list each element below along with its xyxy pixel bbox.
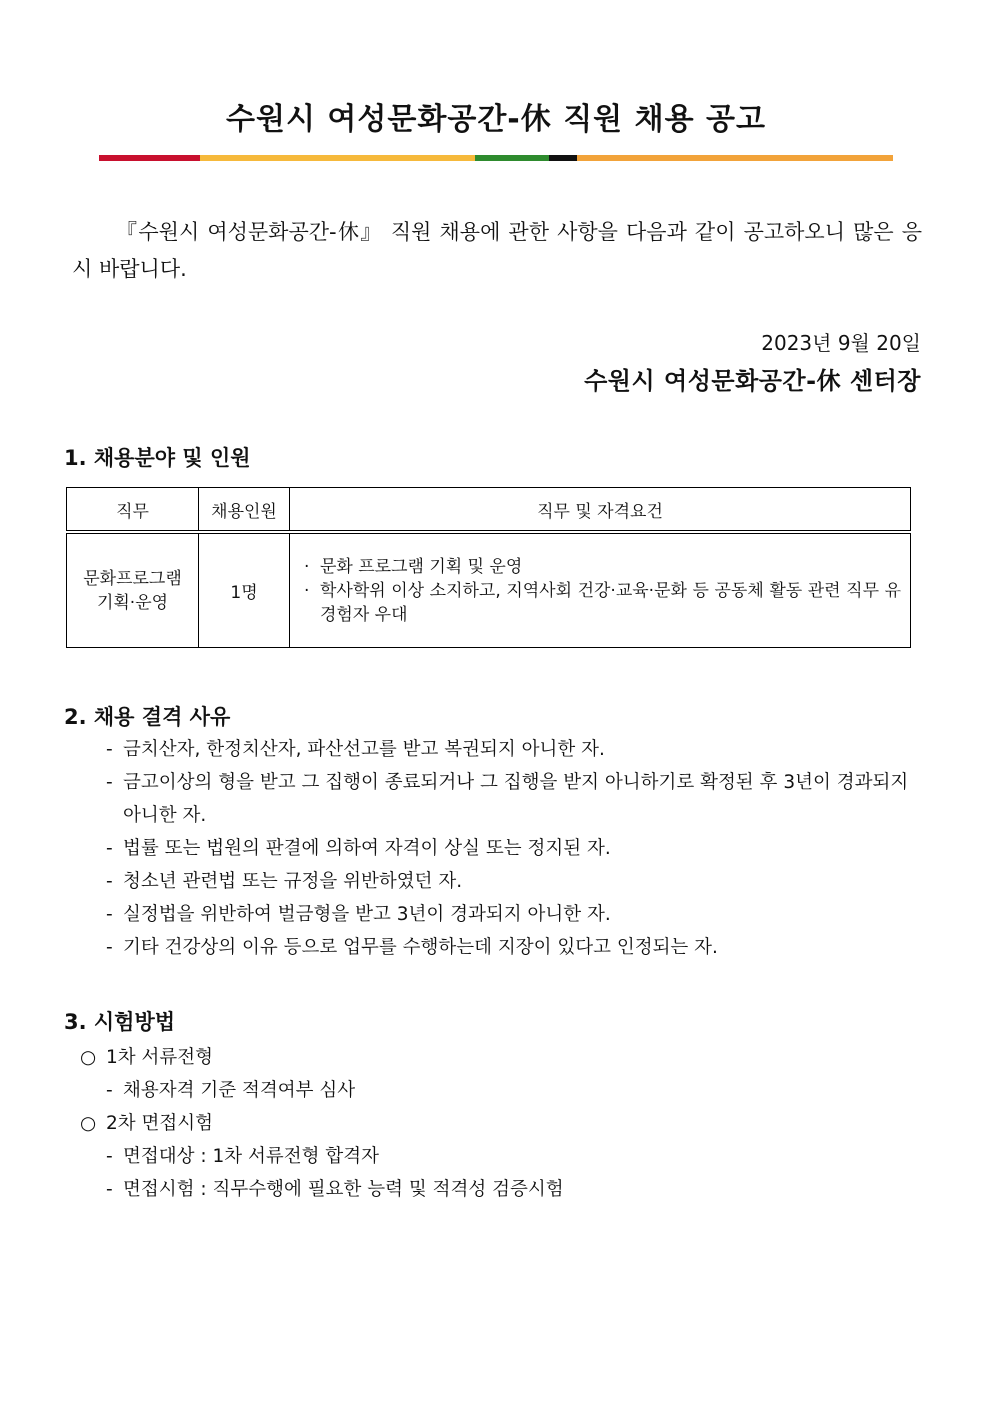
- bullet-dot: ·: [304, 580, 310, 601]
- dash-marker: -: [106, 1146, 113, 1167]
- list-item-text: 법률 또는 법원의 판결에 의하여 자격이 상실 또는 정지된 자.: [123, 838, 611, 859]
- header-job: 직무: [67, 488, 199, 533]
- intro-paragraph: 『수원시 여성문화공간-休』 직원 채용에 관한 사항을 다음과 같이 공고하오니 많은 응시 바랍니다.: [72, 220, 922, 281]
- dash-marker: -: [106, 838, 113, 859]
- decorative-color-bar: [99, 155, 893, 161]
- header-count: 채용인원: [199, 488, 290, 533]
- color-bar-segment: [99, 155, 200, 161]
- requirement-item: [304, 579, 901, 627]
- exam-stage-label: 1차 서류전형: [106, 1047, 214, 1068]
- exam-stage-detail: [80, 1140, 900, 1173]
- bullet-dot: ·: [304, 556, 310, 577]
- job-title-line2: 기획·운영: [96, 592, 169, 613]
- list-item-text: 금고이상의 형을 받고 그 집행이 종료되거나 그 집행을 받지 아니하기로 확정된 후 3년이 경과되지 아니한 자.: [123, 772, 909, 826]
- announcement-date: 2023년 9월 20일: [761, 331, 921, 355]
- cell-requirements: [290, 532, 911, 647]
- list-item: [106, 733, 916, 766]
- list-item: [106, 832, 916, 865]
- list-item-text: 금치산자, 한정치산자, 파산선고를 받고 복권되지 아니한 자.: [123, 739, 605, 760]
- color-bar-segment: [200, 155, 475, 161]
- requirement-item: [304, 555, 901, 579]
- requirement-text: 학사학위 이상 소지하고, 지역사회 건강·교육·문화 등 공동체 활동 관련 직무 유경험자 우대: [320, 580, 901, 625]
- color-bar-segment: [475, 155, 549, 161]
- table-header-row: [67, 488, 911, 533]
- recruitment-table: [66, 487, 911, 648]
- exam-detail-text: 면접시험 : 직무수행에 필요한 능력 및 적격성 검증시험: [123, 1179, 564, 1200]
- dash-marker: -: [106, 1080, 113, 1101]
- list-item-text: 청소년 관련법 또는 규정을 위반하였던 자.: [123, 871, 463, 892]
- requirement-text: 문화 프로그램 기획 및 운영: [320, 556, 523, 577]
- job-title-line1: 문화프로그램: [83, 568, 182, 589]
- exam-stage: [80, 1041, 900, 1074]
- list-item: [106, 898, 916, 931]
- dash-marker: -: [106, 772, 113, 793]
- exam-method-list: [80, 1041, 900, 1206]
- section3-heading: 3. 시험방법: [64, 1010, 176, 1034]
- dash-marker: -: [106, 739, 113, 760]
- list-item-text: 기타 건강상의 이유 등으로 업무를 수행하는데 지장이 있다고 인정되는 자.: [123, 937, 718, 958]
- exam-stage-label: 2차 면접시험: [106, 1113, 214, 1134]
- list-item-text: 실정법을 위반하여 벌금형을 받고 3년이 경과되지 아니한 자.: [123, 904, 611, 925]
- signer-name: 수원시 여성문화공간-休 센터장: [584, 367, 921, 395]
- header-requirements: 직무 및 자격요건: [290, 488, 911, 533]
- table-row: [67, 532, 911, 647]
- list-item: [106, 865, 916, 898]
- disqualification-list: [106, 733, 916, 964]
- cell-job: [67, 532, 199, 647]
- exam-stage-detail: [80, 1074, 900, 1107]
- dash-marker: -: [106, 904, 113, 925]
- color-bar-segment: [549, 155, 577, 161]
- document-title: 수원시 여성문화공간-休 직원 채용 공고: [226, 102, 766, 137]
- dash-marker: -: [106, 937, 113, 958]
- exam-detail-text: 채용자격 기준 적격여부 심사: [123, 1080, 356, 1101]
- list-item: [106, 766, 916, 832]
- dash-marker: -: [106, 1179, 113, 1200]
- exam-stage: [80, 1107, 900, 1140]
- circle-icon: ○: [80, 1113, 97, 1134]
- list-item: [106, 931, 916, 964]
- exam-detail-text: 면접대상 : 1차 서류전형 합격자: [123, 1146, 379, 1167]
- section2-heading: 2. 채용 결격 사유: [64, 705, 231, 729]
- section1-heading: 1. 채용분야 및 인원: [64, 446, 251, 470]
- color-bar-segment: [577, 155, 893, 161]
- exam-stage-detail: [80, 1173, 900, 1206]
- dash-marker: -: [106, 871, 113, 892]
- cell-count: 1명: [199, 532, 290, 647]
- circle-icon: ○: [80, 1047, 97, 1068]
